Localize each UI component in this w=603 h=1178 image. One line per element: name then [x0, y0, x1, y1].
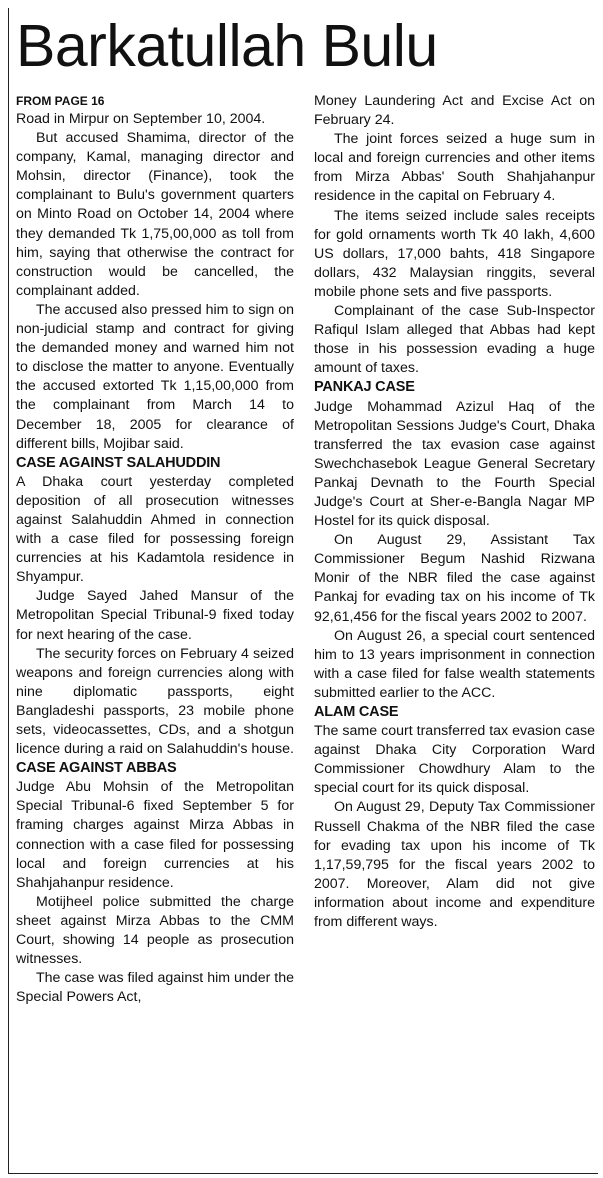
- subheading-abbas: CASE AGAINST ABBAS: [16, 760, 177, 777]
- paragraph: Road in Mirpur on September 10, 2004.: [16, 111, 266, 127]
- paragraph: The case was filed against him under the Special Powers Act,: [16, 970, 294, 1006]
- paragraph: The items seized include sales receipts for gold ornaments worth Tk 40 lakh, 4,600 US dollars, 17,000 bahts, 418 Singapore dollars, 432 Malaysian ringgits, several mobile phone sets and five passports.: [314, 207, 595, 300]
- subheading-salahuddin: CASE AGAINST SALAHUDDIN: [16, 454, 221, 471]
- from-page-label: FROM PAGE 16: [16, 94, 105, 108]
- right-column: [314, 92, 595, 932]
- left-border-rule: [8, 8, 9, 1174]
- paragraph: Motijheel police submitted the charge sheet against Mirza Abbas to the CMM Court, showing 14 people as prosecution witnesses.: [16, 893, 294, 968]
- headline: Barkatullah Bulu: [16, 13, 438, 79]
- paragraph: The accused also pressed him to sign on non-judicial stamp and contract for giving the demanded money and warned him not to disclose the matter to anyone. Eventually the accused extorted Tk 1,15,00,000 from the complainant from March 14 to December 18, 2005 for clearance of different bills, Mojibar said.: [16, 301, 294, 452]
- bottom-border-rule: [8, 1173, 598, 1174]
- paragraph: Complainant of the case Sub-Inspector Rafiqul Islam alleged that Abbas had kept those in his possession evading a huge amount of taxes.: [314, 303, 595, 377]
- left-column: [16, 92, 294, 1007]
- paragraph: On August 29, Deputy Tax Commissioner Russell Chakma of the NBR filed the case for evading tax upon his income of Tk 1,17,59,795 for the fiscal years 2002 to 2007. Moreover, Alam did not give information about income and expenditure from different ways.: [314, 799, 595, 931]
- paragraph: Money Laundering Act and Excise Act on February 24.: [314, 93, 595, 129]
- paragraph: The same court transferred tax evasion case against Dhaka City Corporation Ward Commissioner Chowdhury Alam to the special court for its quick disposal.: [314, 723, 595, 797]
- paragraph: Judge Mohammad Azizul Haq of the Metropolitan Sessions Judge's Court, Dhaka transferred the tax evasion case against Swechchasebok League General Secretary Pankaj Devnath to the Fourth Special Judge's Court at Sher-e-Bangla Nagar MP Hostel for its quick disposal.: [314, 398, 595, 530]
- paragraph: Judge Sayed Jahed Mansur of the Metropolitan Special Tribunal-9 fixed today for next hearing of the case.: [16, 588, 294, 643]
- paragraph: On August 29, Assistant Tax Commissioner Begum Nashid Rizwana Monir of the NBR filed the case against Pankaj for evading tax on his income of Tk 92,61,456 for the fiscal years 2002 to 2007.: [314, 532, 595, 625]
- subheading-pankaj: PANKAJ CASE: [314, 379, 415, 396]
- subheading-alam: ALAM CASE: [314, 704, 399, 720]
- paragraph: On August 26, a special court sentenced him to 13 years imprisonment in connection with a case filed for false wealth statements submitted earlier to the ACC.: [314, 627, 595, 701]
- paragraph: A Dhaka court yesterday completed deposition of all prosecution witnesses against Salahuddin Ahmed in connection with a case filed for possessing foreign currencies at his Kadamtola residence in Shyampur.: [16, 473, 294, 586]
- paragraph: The security forces on February 4 seized weapons and foreign currencies along with nine diplomatic passports, eight Bangladeshi passports, 23 mobile phone sets, videocassettes, CDs, and a shotgun licence during a raid on Salahuddin's house.: [16, 645, 294, 758]
- paragraph: The joint forces seized a huge sum in local and foreign currencies and other items from Mirza Abbas' South Shahjahanpur residence in the capital on February 4.: [314, 131, 595, 205]
- paragraph: But accused Shamima, director of the company, Kamal, managing director and Mohsin, director (Finance), took the complainant to Bulu's government quarters on Minto Road on October 14, 2004 where they demanded Tk 1,75,00,000 as toll from him, saying that otherwise the contract for construction would be cancelled, the complainant added.: [16, 130, 294, 299]
- paragraph: Judge Abu Mohsin of the Metropolitan Special Tribunal-6 fixed September 5 for framing charges against Mirza Abbas in connection with a case filed for possessing local and foreign currencies at his Shahjahanpur residence.: [16, 779, 294, 891]
